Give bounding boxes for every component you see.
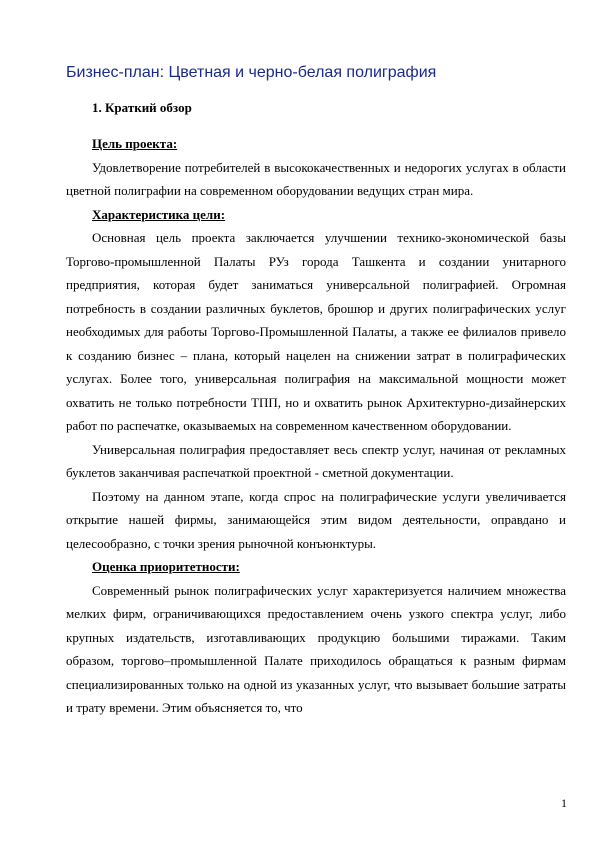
paragraph-main-goal: Основная цель проекта заключается улучшении технико-экономической базы Торгово-промышленной Палаты РУз города Ташкента и создании унитарного предприятия, которая будет заниматься универсальной полиграфией. Огромная потребность в создании различных буклетов, брошюр и других полиграфических услуг необходимых для работы Торгово-Промышленной Палаты, а также ее филиалов привело к созданию бизнес – плана, который нацелен на снижении затрат в полиграфических услугах. Более того, универсальная полиграфия на максимальной мощности может охватить не только потребности ТПП, но и охватить рынок Архитектурно-дизайнерских работ по распечатке, оказываемых на современном качественном оборудовании. [66,230,566,433]
page-number: 1 [561,796,567,810]
subhead-project-goal: Цель проекта: [92,136,178,151]
document-title: Бизнес-план: Цветная и черно-белая полиграфия [66,64,437,81]
paragraph-services: Универсальная полиграфия предоставляет весь спектр услуг, начиная от рекламных буклетов заканчивая распечаткой проектной - сметной документации. [66,441,566,480]
subhead-priority-assessment: Оценка приоритетности: [92,559,240,574]
subhead-goal-characteristics: Характеристика цели: [92,206,226,222]
body-text [66,132,566,720]
paragraph-market: Современный рынок полиграфических услуг характеризуется наличием множества мелких фирм, ограничивающихся предоставлением очень узкого спектра услуг, либо крупных издательств, изготавливающих продукцию большими тиражами. Таким образом, торгово–промышленной Палате приходилось обращаться к разным фирмам специализированных только на одной из указанных услуг, что вызывает большие затраты и трату времени. Этим объясняется то, что [66,582,566,715]
section-heading: 1. Краткий обзор [92,100,192,115]
paragraph-justification: Поэтому на данном этапе, когда спрос на полиграфические услуги увеличивается открытие нашей фирмы, занимающейся этим видом деятельности, оправдано и целесообразно, с точки зрения рыночной конъюнктуры. [66,488,566,551]
paragraph-goal: Удовлетворение потребителей в высококачественных и недорогих услугах в области цветной полиграфии на современном оборудовании ведущих стран мира. [66,159,566,198]
